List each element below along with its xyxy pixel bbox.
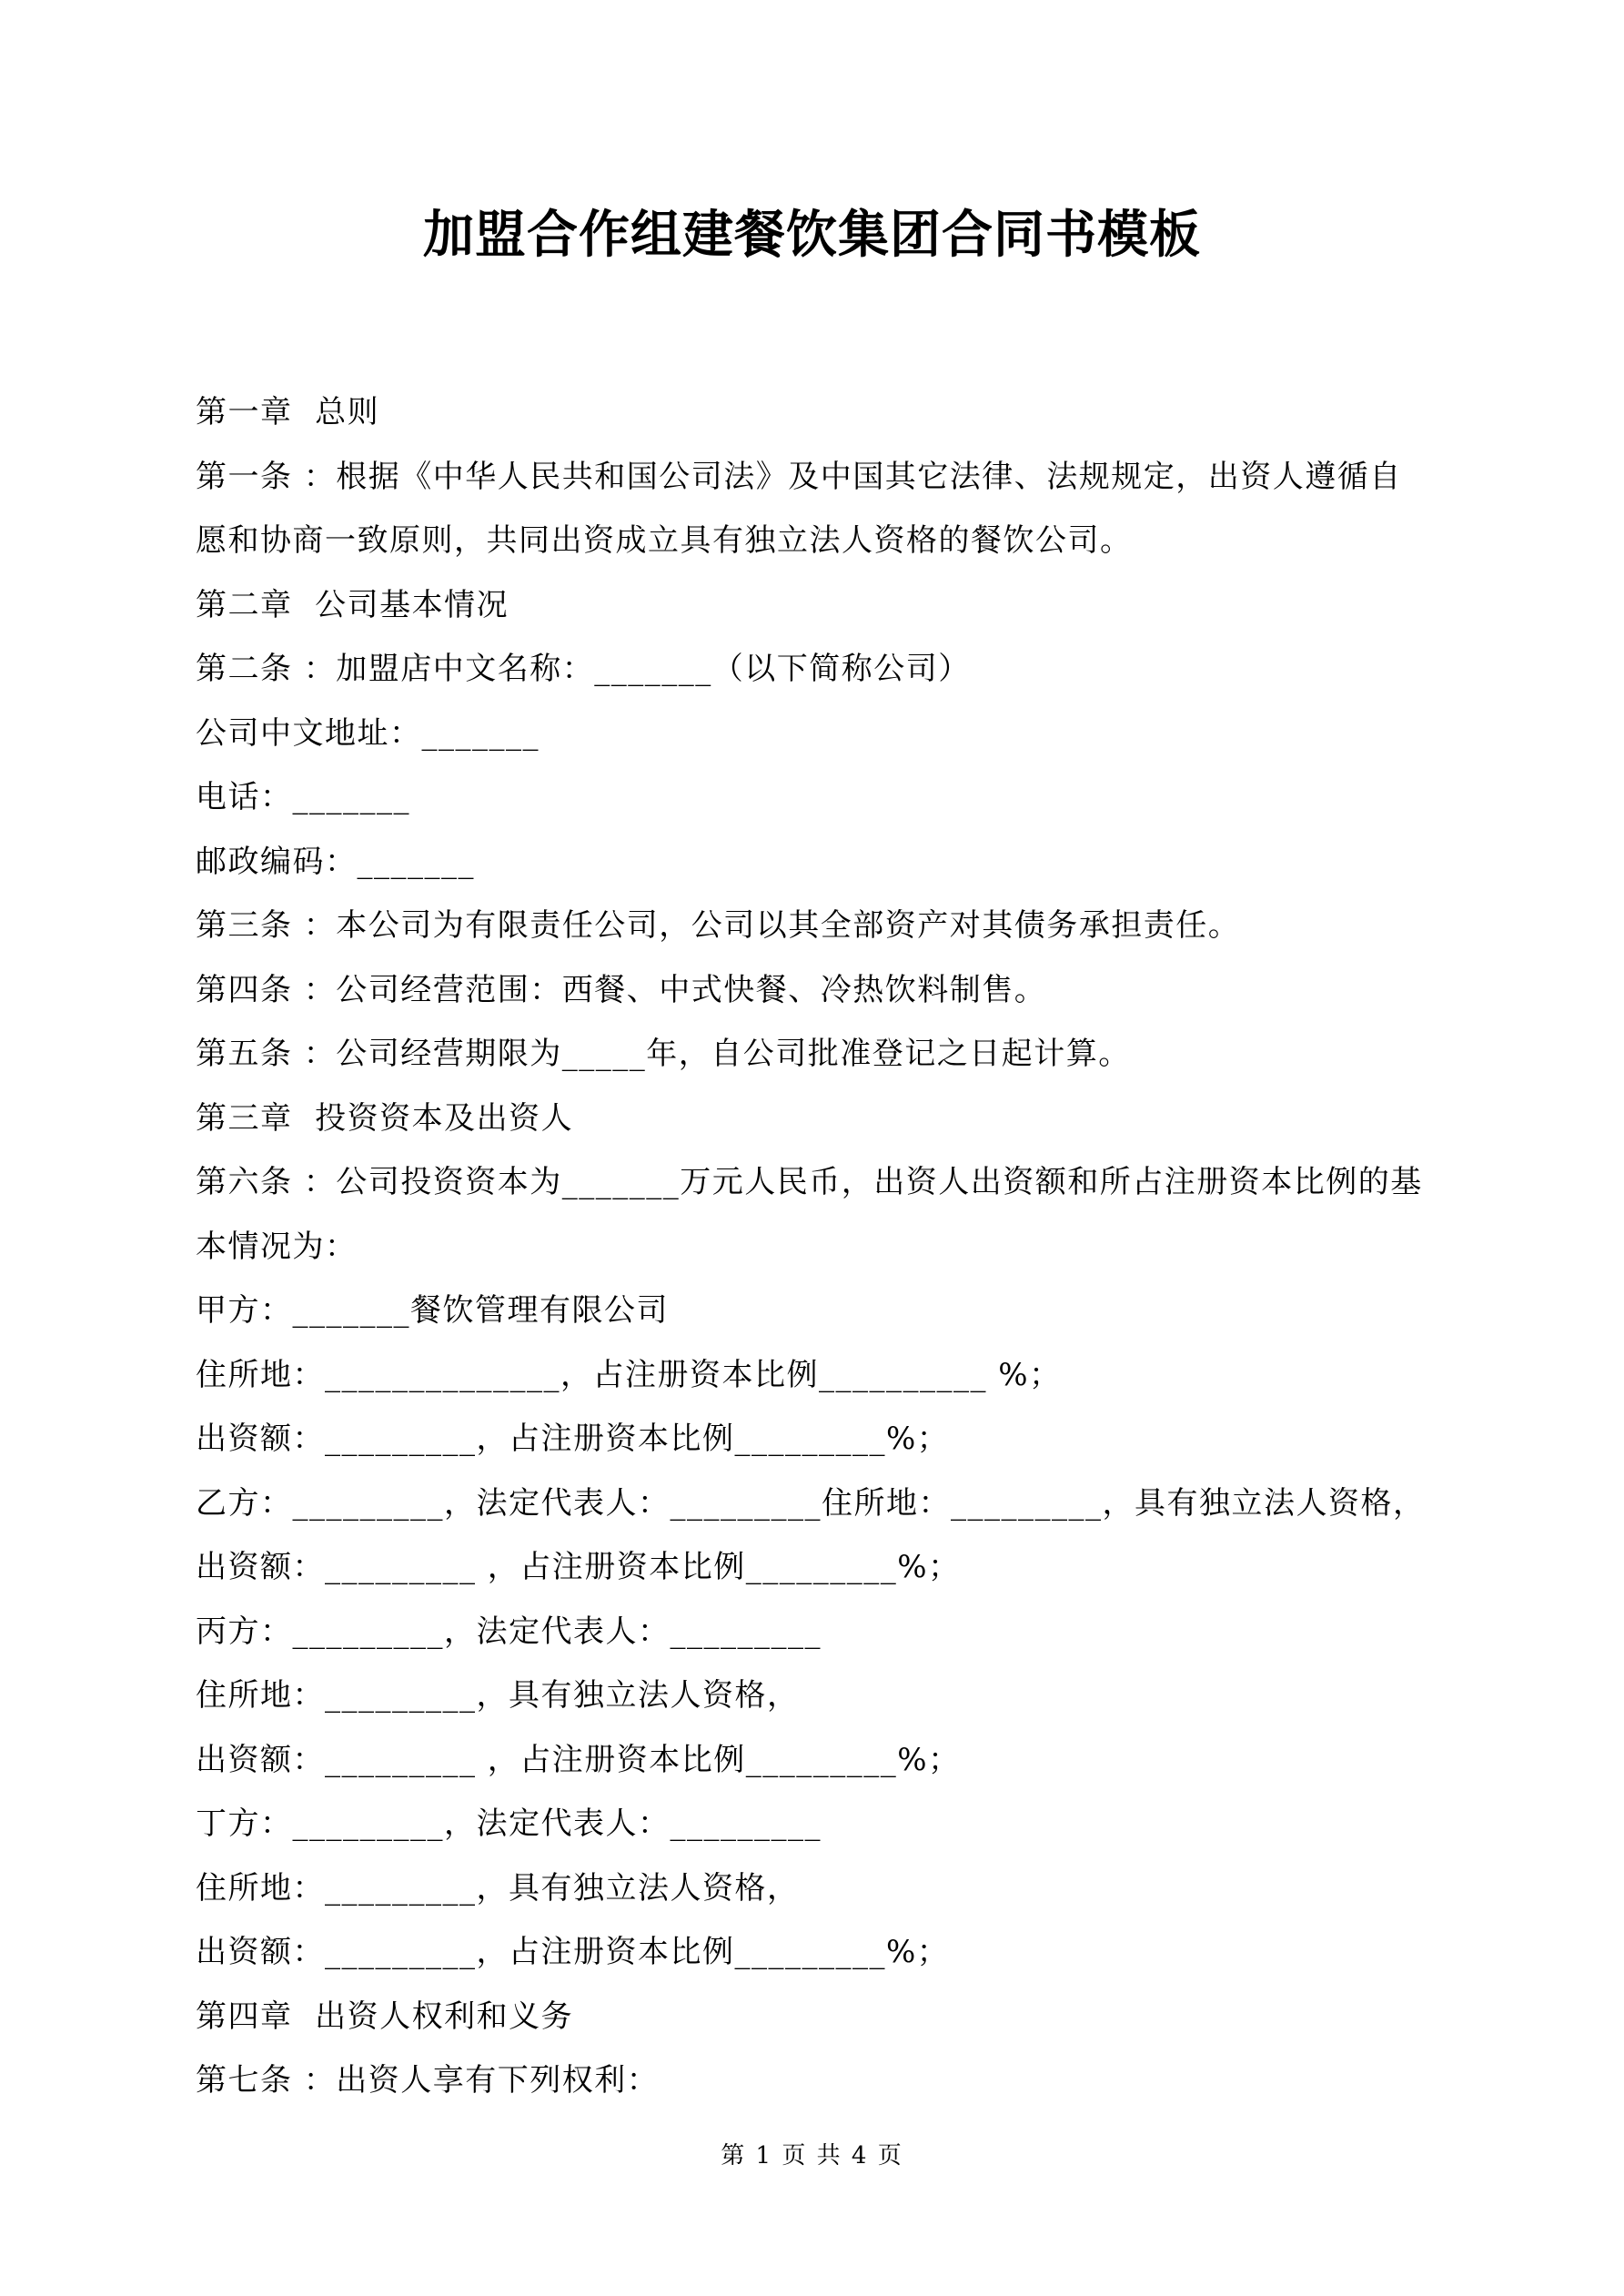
chapter-heading: 第二章 公司基本情况 <box>196 586 509 623</box>
party-line: 住所地：_________，具有独立法人资格， <box>196 1869 800 1907</box>
document-title: 加盟合作组建餐饮集团合同书模板 <box>423 205 1201 265</box>
party-line: 出资额：_________，占注册资本比例_________%； <box>196 1421 950 1457</box>
article-line: 第七条 ：出资人享有下列权利： <box>196 2062 660 2099</box>
article-line: 第二条 ：加盟店中文名称：_______（以下简称公司） <box>196 651 971 687</box>
page-footer: 第 1 页 共 4 页 <box>721 2142 903 2170</box>
article-line: 电话：_______ <box>196 779 410 815</box>
article-line: 第五条 ：公司经营期限为_____年，自公司批准登记之日起计算。 <box>196 1036 1131 1072</box>
article-line: 第四条 ：公司经营范围：西餐、中式快餐、冷热饮料制售。 <box>196 971 1047 1008</box>
article-line: 第六条 ：公司投资资本为_______万元人民币，出资人出资额和所占注册资本比例的基 <box>196 1164 1423 1200</box>
party-line: 住所地：_________，具有独立法人资格， <box>196 1677 800 1714</box>
article-line: 第三条 ：本公司为有限责任公司，公司以其全部资产对其债务承担责任。 <box>196 907 1241 944</box>
party-line: 出资额：_________ ，占注册资本比例_________%； <box>196 1741 961 1778</box>
document-body <box>196 380 1442 2113</box>
chapter-heading: 第三章 投资资本及出资人 <box>196 1099 574 1137</box>
party-line: 出资额：_________，占注册资本比例_________%； <box>196 1934 950 1970</box>
party-line: 乙方：_________，法定代表人：_________住所地：_________，具有独立法人资格， <box>196 1484 1426 1522</box>
chapter-heading: 第一章 总则 <box>196 394 380 430</box>
party-line: 丁方：_________，法定代表人：_________ <box>196 1805 822 1842</box>
article-line: 愿和协商一致原则，共同出资成立具有独立法人资格的餐饮公司。 <box>196 522 1133 559</box>
party-line: 住所地：______________，占注册资本比例__________ %； <box>196 1356 1062 1393</box>
article-line: 邮政编码：_______ <box>196 843 475 880</box>
article-line: 公司中文地址：_______ <box>196 714 540 752</box>
article-line: 第一条 ：根据《中华人民共和国公司法》及中国其它法律、法规规定，出资人遵循自 <box>196 458 1402 495</box>
article-line: 本情况为： <box>196 1228 358 1265</box>
party-line: 出资额：_________ ，占注册资本比例_________%； <box>196 1549 961 1585</box>
party-line: 甲方：_______餐饮管理有限公司 <box>196 1292 669 1329</box>
party-line: 丙方：_________，法定代表人：_________ <box>196 1613 822 1650</box>
chapter-heading: 第四章 出资人权利和义务 <box>196 1998 574 2035</box>
